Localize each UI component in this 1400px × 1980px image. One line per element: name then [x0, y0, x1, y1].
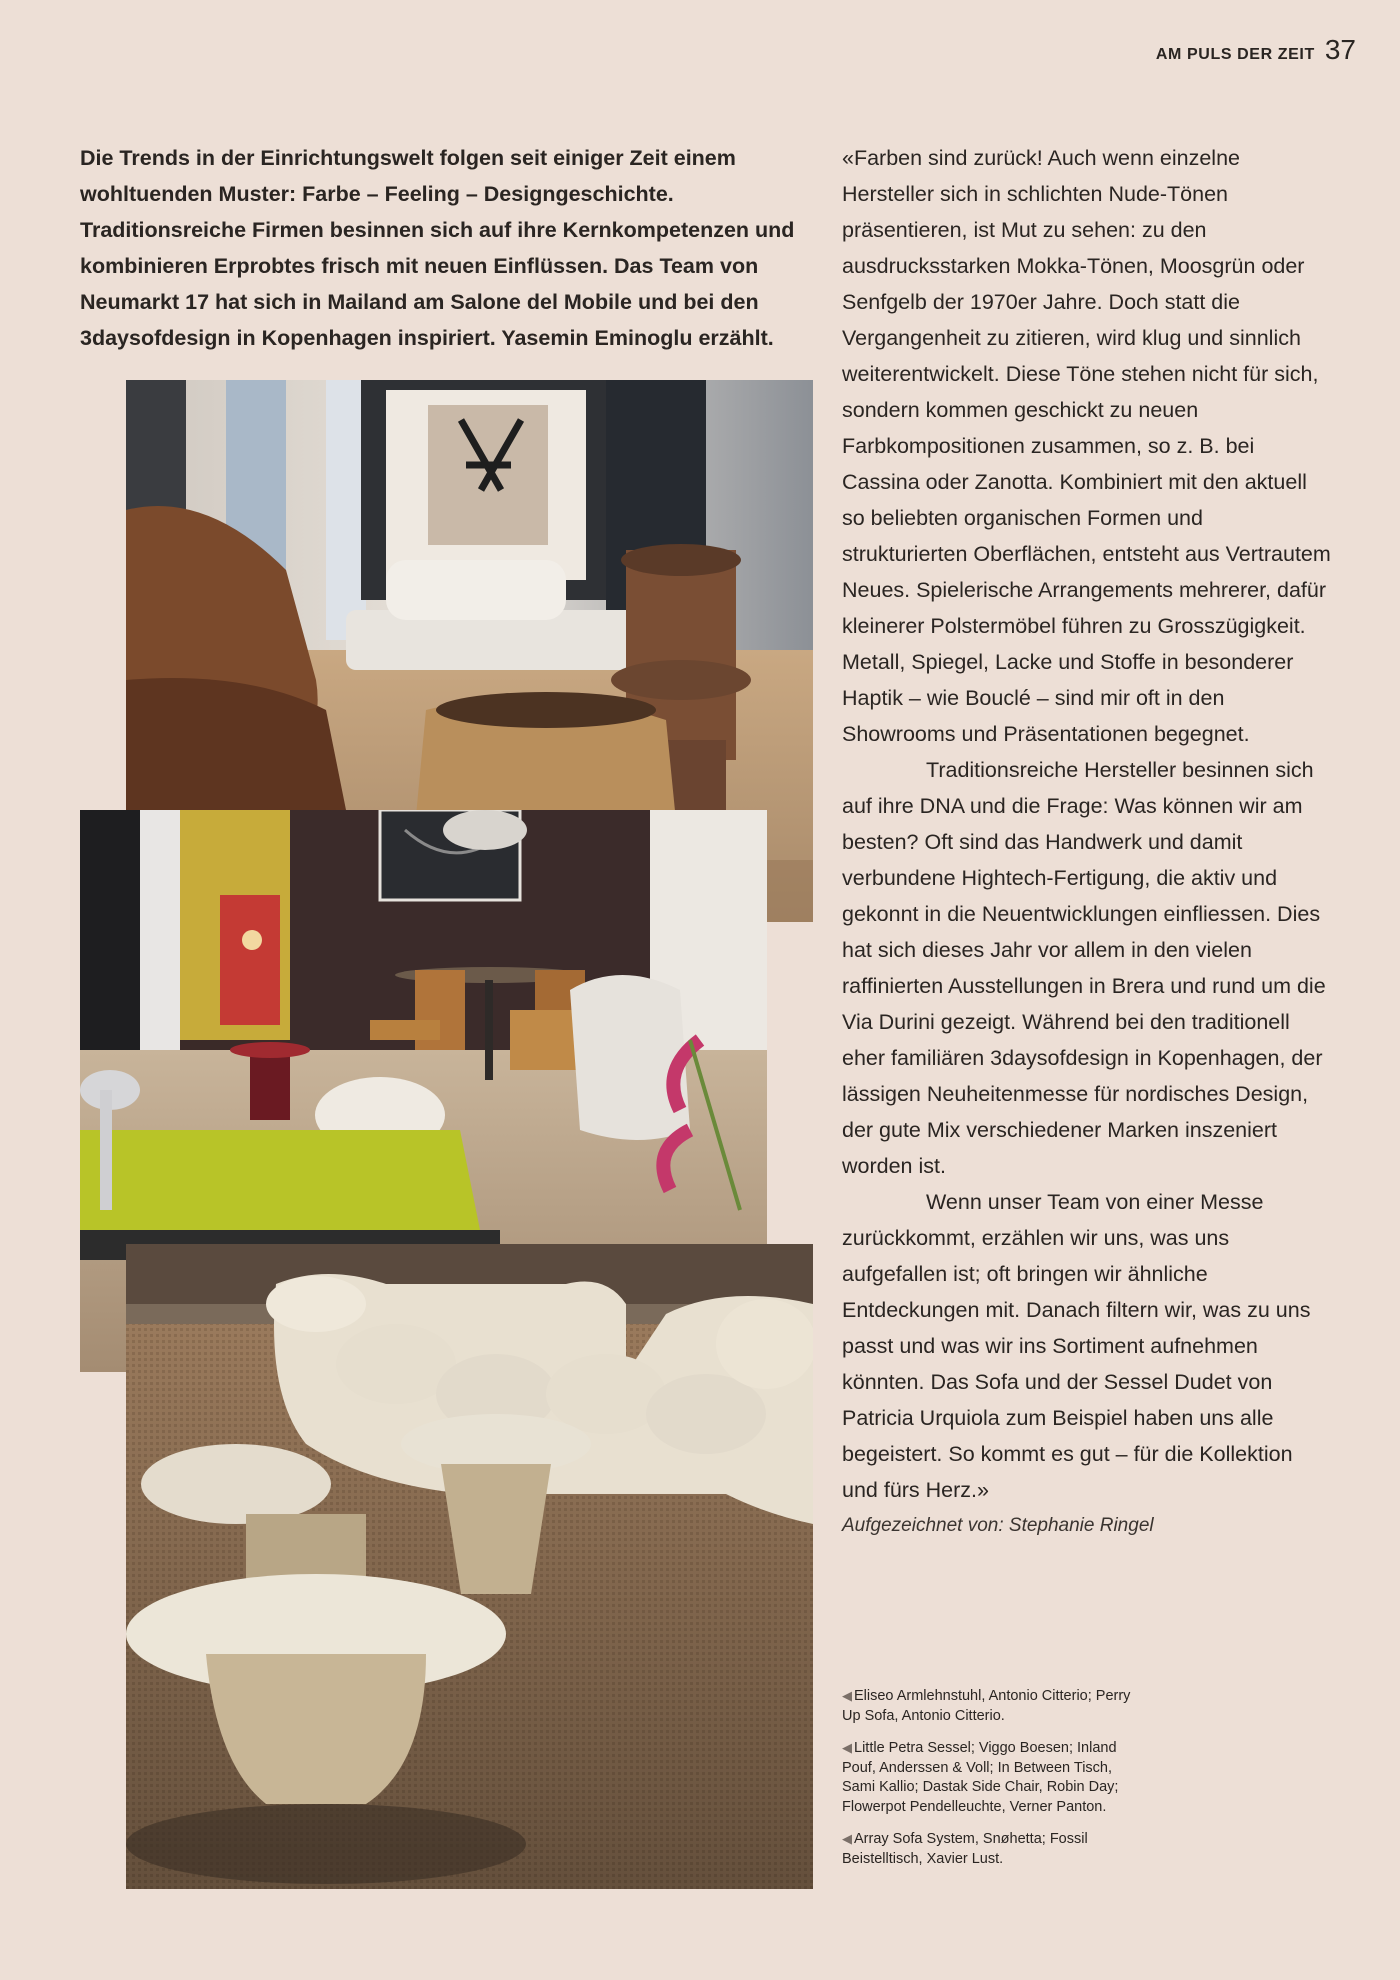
- caption-2: ◀ Little Petra Sessel; Viggo Boesen; Inland Pouf, Anderssen & Voll; In Between Tisch, Sami Kallio; Dastak Side Chair, Robin Day; Flowerpot Pendelleuchte, Verner Panton.: [842, 1740, 1119, 1815]
- photo-captions: [842, 1686, 1142, 1881]
- article-body: [842, 140, 1332, 1544]
- page-number: 37: [1324, 34, 1356, 65]
- intro-paragraph: Die Trends in der Einrichtungswelt folgen seit einiger Zeit einem wohltuenden Muster: Farbe – Feeling – Designgeschichte. Traditionsreiche Firmen besinnen sich auf ihre Kernkompetenzen und kombinieren Erprobtes frisch mit neuen Einflüssen. Das Team von Neumarkt 17 hat sich in Mailand am Salone del Mobile und bei den 3daysofdesign in Kopenhagen inspiriert. Yasemin Eminoglu erzählt.: [80, 146, 795, 350]
- body-paragraph-2: Traditionsreiche Hersteller besinnen sich auf ihre DNA und die Frage: Was können wir am besten? Oft sind das Handwerk und damit verbundene Hightech-Fertigung, die aktiv und gekonnt in die Neuentwicklungen einfliessen. Dies hat sich dieses Jahr vor allem in den vielen raffinierten Ausstellungen in Brera und rund um die Via Durini gezeigt. Während bei den traditionell eher familiären 3daysofdesign in Kopenhagen, der lässigen Neuheitenmesse für nordisches Design, der gute Mix verschiedener Marken inszeniert worden ist.: [842, 758, 1326, 1178]
- page-header: [1156, 34, 1356, 66]
- triangle-left-icon: ◀: [842, 1831, 852, 1846]
- photo-sofa-system: [126, 1244, 813, 1889]
- triangle-left-icon: ◀: [842, 1688, 852, 1703]
- caption-1: ◀ Eliseo Armlehnstuhl, Antonio Citterio; Perry Up Sofa, Antonio Citterio.: [842, 1688, 1131, 1724]
- caption-3: ◀ Array Sofa System, Snøhetta; Fossil Beistelltisch, Xavier Lust.: [842, 1831, 1088, 1867]
- body-paragraph-3: Wenn unser Team von einer Messe zurückkommt, erzählen wir uns, was uns aufgefallen ist; oft bringen wir ähnliche Entdeckungen mit. Danach filtern wir, was zu uns passt und was wir ins Sortiment aufnehmen könnten. Das Sofa und der Sessel Dudet von Patricia Urquiola zum Beispiel haben uns alle begeistert. So kommt es gut – für die Kollektion und fürs Herz.»: [842, 1190, 1311, 1502]
- section-title: AM PULS DER ZEIT: [1155, 46, 1315, 63]
- triangle-left-icon: ◀: [842, 1740, 852, 1755]
- body-paragraph-1: «Farben sind zurück! Auch wenn einzelne Hersteller sich in schlichten Nude-Tönen präsentieren, ist Mut zu sehen: zu den ausdrucksstarken Mokka-Tönen, Moosgrün oder Senfgelb der 1970er Jahre. Doch statt die Vergangenheit zu zitieren, wird klug und sinnlich weiterentwickelt. Diese Töne stehen nicht für sich, sondern kommen geschickt zu neuen Farbkompositionen zusammen, so z. B. bei Cassina oder Zanotta. Kombiniert mit den aktuell so beliebten organischen Formen und strukturierten Oberflächen, entsteht aus Vertrautem Neues. Spielerische Arrangements mehrerer, dafür kleinerer Polstermöbel führen zu Grosszügigkeit. Metall, Spiegel, Lacke und Stoffe in besonderer Haptik – wie Bouclé – sind mir oft in den Showrooms und Präsentationen begegnet.: [842, 146, 1331, 746]
- author-credit: Aufgezeichnet von: Stephanie Ringel: [842, 1515, 1154, 1536]
